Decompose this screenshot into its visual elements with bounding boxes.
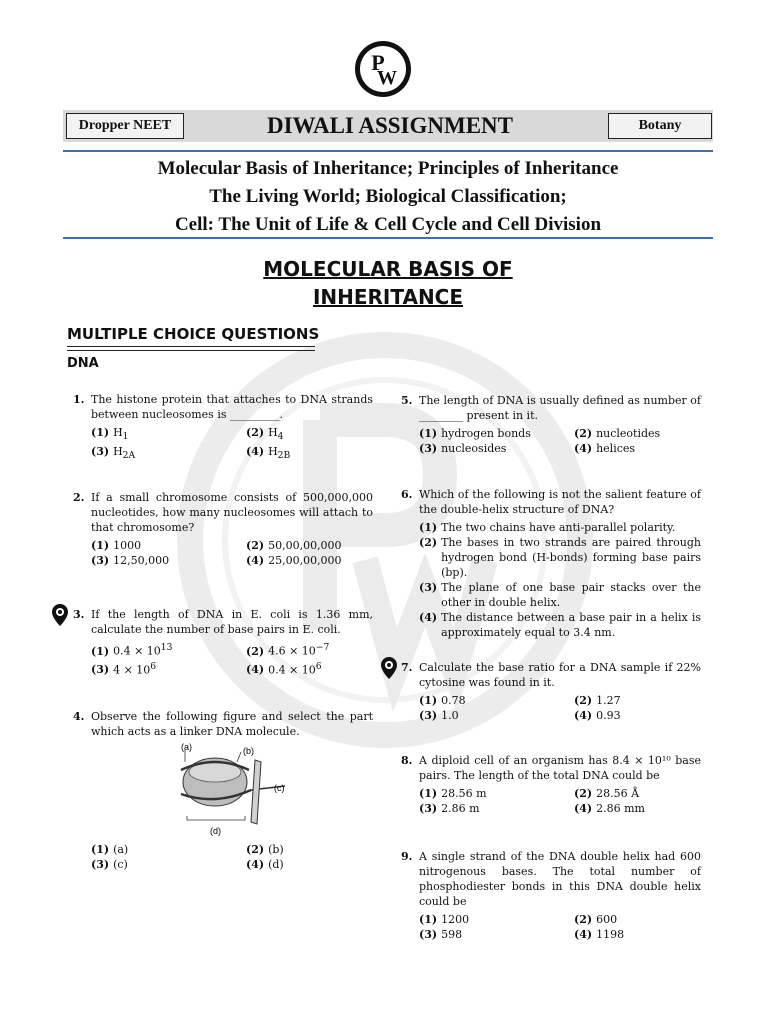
chapter-title: MOLECULAR BASIS OF INHERITANCE [263,257,513,309]
svg-text:P: P [371,50,385,75]
option[interactable]: (2) 28.56 Å [574,787,640,800]
option[interactable]: (3) $4 \times 10^6$ [91,660,157,677]
question-9: 9. A single strand of the DNA double helix had 600 nitrogenous bases. The total number of phosphodiester bonds in this DNA double helix could be (1) 1200 (2) 600 (3) 598 (4) 1198 [401,850,701,941]
option[interactable]: (2) 600 [574,913,618,926]
option[interactable]: (4) The distance between a base pair in a helix is approximately equal to 3.4 nm. [419,611,701,639]
option[interactable]: (4) $0.4 \times 10^6$ [246,660,322,677]
option[interactable]: (4) $H_{2B}$ [246,445,291,462]
option[interactable]: (2) 50,00,00,000 [246,539,342,552]
option[interactable]: (1) 1000 [91,539,142,552]
topic-line: Cell: The Unit of Life & Cell Cycle and Cell Division [174,214,602,235]
question-5: 5. The length of DNA is usually defined as number of ________ present in it. (1) hydrogen bonds (2) nucleotides (3) nucleosides (4) helices [401,394,701,455]
divider [63,150,713,152]
class-tag: Dropper NEET [66,113,184,139]
option[interactable]: (4) (d) [246,858,284,871]
question-3: 3. If the length of DNA in E. coli is 1.36 mm, calculate the number of base pairs in E. coli. (1) $0.4 \times 10^{13}$ (2) $4.6 \times 10^{-7}$ (3) $4 \times 10^6$ (4) $0.4 \times 10^6$ [73,608,373,677]
topic-line: The Living World; Biological Classification; [209,186,567,207]
figure-label-d: (d) [210,826,221,836]
option[interactable]: (4) 1198 [574,928,625,941]
question-6: 6. Which of the following is not the salient feature of the double-helix structure of DNA? (1) The two chains have anti-parallel polarity. (2) The bases in two strands are paired through hydrogen bond (H-bonds) forming base pairs (bp). (3) The plane of one base pair stacks over the other in double helix. (4) The distance between a base pair in a helix is approximately equal to 3.4 nm. [401,488,701,639]
option[interactable]: (1) 28.56 m [419,787,487,800]
option[interactable]: (1) $H_1$ [91,426,129,443]
option[interactable]: (4) 0.93 [574,709,621,722]
option[interactable]: (3) $H_{2A}$ [91,445,136,462]
option[interactable]: (1) 0.78 [419,694,466,707]
topics-block [63,155,713,239]
figure-label-c: (c) [274,783,285,793]
question-1: 1. The histone protein that attaches to DNA strands between nucleosomes is _________. (1) $H_1$ (2) $H_4$ (3) $H_{2A}$ (4) $H_{2B}$ [73,393,373,462]
option[interactable]: (3) 12,50,000 [91,554,170,567]
option[interactable]: (1) 1200 [419,913,470,926]
option[interactable]: (2) 1.27 [574,694,621,707]
option[interactable]: (2) $H_4$ [246,426,284,443]
question-2: 2. If a small chromosome consists of 500,000,000 nucleotides, how many nucleosomes will attach to that chromosome? (1) 1000 (2) 50,00,00,000 (3) 12,50,000 (4) 25,00,00,000 [73,491,373,567]
section-underline [67,346,315,351]
location-pin-icon [52,604,68,626]
svg-text:W: W [377,67,397,89]
option[interactable]: (1) The two chains have anti-parallel polarity. [419,521,676,534]
option[interactable]: (3) 2.86 m [419,802,480,815]
question-8: 8. A diploid cell of an organism has 8.4 × 10¹⁰ base pairs. The length of the total DNA could be (1) 28.56 m (2) 28.56 Å (3) 2.86 m (4) 2.86 mm [401,754,701,815]
option[interactable]: (2) The bases in two strands are paired through hydrogen bond (H-bonds) forming base pairs (bp). [419,536,701,579]
option[interactable]: (2) $4.6 \times 10^{-7}$ [246,642,330,658]
option[interactable]: (4) 2.86 mm [574,802,645,815]
figure-label-a: (a) [181,742,192,752]
option[interactable]: (3) The plane of one base pair stacks over the other in double helix. [419,581,701,609]
divider [63,237,713,239]
option[interactable]: (3) (c) [91,858,128,871]
option[interactable]: (1) hydrogen bonds [419,427,531,440]
subject-tag: Botany [608,113,712,139]
question-4: 4. Observe the following figure and select the part which acts as a linker DNA molecule. [73,710,373,738]
option[interactable]: (1) (a) [91,843,129,856]
figure-label-b: (b) [243,746,254,756]
topic-line: Molecular Basis of Inheritance; Principles of Inheritance [157,158,619,179]
subsection-title: DNA [67,356,99,371]
assignment-title: DIWALI ASSIGNMENT [266,113,514,138]
option[interactable]: (3) 598 [419,928,463,941]
question-4-options [91,842,373,872]
option[interactable]: (4) 25,00,00,000 [246,554,342,567]
location-pin-icon [381,657,397,679]
option[interactable]: (3) 1.0 [419,709,459,722]
option[interactable]: (2) (b) [246,843,284,856]
nucleosome-figure [165,742,305,838]
option[interactable]: (4) helices [574,442,636,455]
option[interactable]: (2) nucleotides [574,427,661,440]
option[interactable]: (3) nucleosides [419,442,507,455]
question-7: 7. Calculate the base ratio for a DNA sample if 22% cytosine was found in it. (1) 0.78 (2) 1.27 (3) 1.0 (4) 0.93 [401,661,701,722]
option[interactable]: (1) $0.4 \times 10^{13}$ [91,642,173,658]
section-title: MULTIPLE CHOICE QUESTIONS [67,325,320,343]
pw-logo-icon [354,40,412,98]
